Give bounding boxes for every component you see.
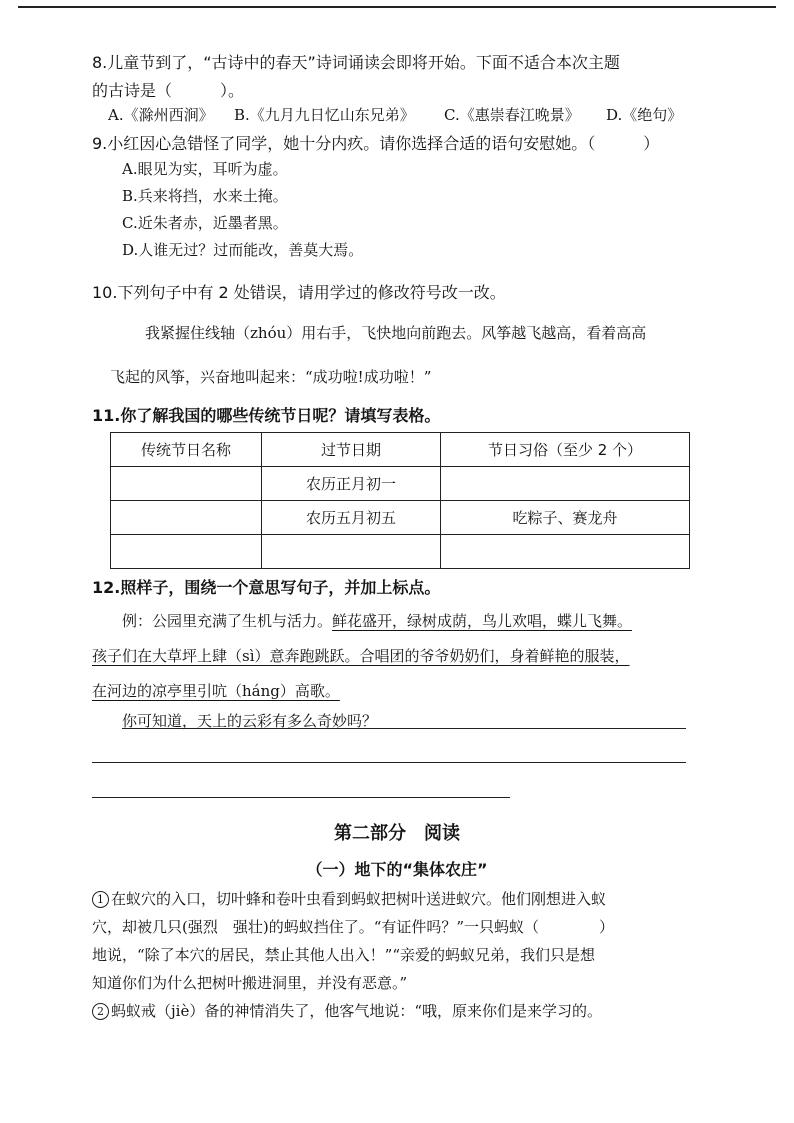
q12-example-line1 [122, 610, 632, 631]
q10-sentence-line2: 飞起的风筝，兴奋地叫起来：“成功啦!成功啦！” [110, 368, 432, 386]
answer-line-3[interactable] [92, 797, 510, 798]
q9-option-a: A.眼见为实，耳听为虚。 [122, 160, 288, 178]
q9-stem: 9.小红因心急错怪了同学，她十分内疚。请你选择合适的语句安慰她。（ ） [92, 134, 660, 153]
paragraph-number-1: 1 [92, 891, 109, 908]
q12-stem: 12.照样子，围绕一个意思写句子，并加上标点。 [92, 578, 441, 597]
q12-prompt: 你可知道，天上的云彩有多么奇妙吗？ [122, 712, 378, 730]
festival-table [110, 432, 690, 569]
example-label: 例： [122, 612, 153, 630]
passage-text: 蚂蚁戒（jiè）备的神情消失了，他客气地说：“哦，原来你们是来学习的。 [111, 1002, 602, 1020]
q10-sentence-line1: 我紧握住线轴（zhóu）用右手，飞快地向前跑去。风筝越飞越高，看着高高 [145, 324, 647, 342]
cell-date: 农历正月初一 [262, 467, 441, 501]
cell-date[interactable] [262, 535, 441, 569]
q8-option-d: D.《绝句》 [606, 106, 683, 124]
example-detail: 鲜花盛开，绿树成荫，鸟儿欢唱，蝶儿飞舞。 [332, 612, 633, 630]
answer-line-1[interactable] [122, 728, 686, 729]
q8-line1: 8.儿童节到了，“古诗中的春天”诗词诵读会即将开始。下面不适合本次主题 [92, 53, 620, 72]
header-festival-date: 过节日期 [262, 433, 441, 467]
passage-p1-line1 [92, 888, 606, 909]
header-festival-name: 传统节日名称 [111, 433, 262, 467]
q8-option-c: C.《惠崇春江晚景》 [444, 106, 580, 124]
q8-option-b: B.《九月九日忆山东兄弟》 [234, 106, 415, 124]
top-border [18, 6, 776, 8]
cell-name[interactable] [111, 501, 262, 535]
q12-example-line3: 在河边的凉亭里引吭（háng）高歌。 [92, 682, 340, 700]
q12-example-line2: 孩子们在大草坪上肆（sì）意奔跑跳跃。合唱团的爷爷奶奶们，身着鲜艳的服装， [92, 647, 630, 665]
passage-p2-line1 [92, 1000, 602, 1021]
cell-customs: 吃粽子、赛龙舟 [441, 501, 690, 535]
q9-option-d: D.人谁无过？过而能改，善莫大焉。 [122, 241, 364, 259]
header-festival-customs: 节日习俗（至少 2 个） [441, 433, 690, 467]
passage-p1-line3: 地说，“除了本穴的居民，禁止其他人出入！”“亲爱的蚂蚁兄弟，我们只是想 [92, 946, 596, 964]
passage-text: 在蚁穴的入口，切叶蜂和卷叶虫看到蚂蚁把树叶送进蚁穴。他们刚想进入蚁 [111, 890, 607, 908]
part2-subtitle: （一）地下的“集体农庄” [306, 860, 488, 879]
q9-option-c: C.近朱者赤，近墨者黑。 [122, 214, 288, 232]
example-topic: 公园里充满了生机与活力。 [152, 612, 333, 630]
table-row [111, 535, 690, 569]
part2-title: 第二部分 阅读 [334, 823, 460, 844]
cell-customs[interactable] [441, 535, 690, 569]
paragraph-number-2: 2 [92, 1003, 109, 1020]
passage-p1-line2: 穴，却被几只(强烈 强壮)的蚂蚁挡住了。“有证件吗？”一只蚂蚁（ ） [92, 918, 615, 936]
q11-stem: 11.你了解我国的哪些传统节日呢？请填写表格。 [92, 406, 441, 425]
cell-date: 农历五月初五 [262, 501, 441, 535]
cell-customs[interactable] [441, 467, 690, 501]
cell-name[interactable] [111, 535, 262, 569]
q9-option-b: B.兵来将挡，水来土掩。 [122, 187, 288, 205]
table-row [111, 467, 690, 501]
answer-line-2[interactable] [92, 762, 686, 763]
table-row [111, 501, 690, 535]
table-header-row [111, 433, 690, 467]
q8-option-a: A.《滁州西涧》 [108, 106, 214, 124]
passage-p1-line4: 知道你们为什么把树叶搬进洞里，并没有恶意。” [92, 974, 408, 992]
q8-line2: 的古诗是（ ）。 [92, 81, 245, 100]
q10-stem: 10.下列句子中有 2 处错误，请用学过的修改符号改一改。 [92, 283, 506, 302]
cell-name[interactable] [111, 467, 262, 501]
